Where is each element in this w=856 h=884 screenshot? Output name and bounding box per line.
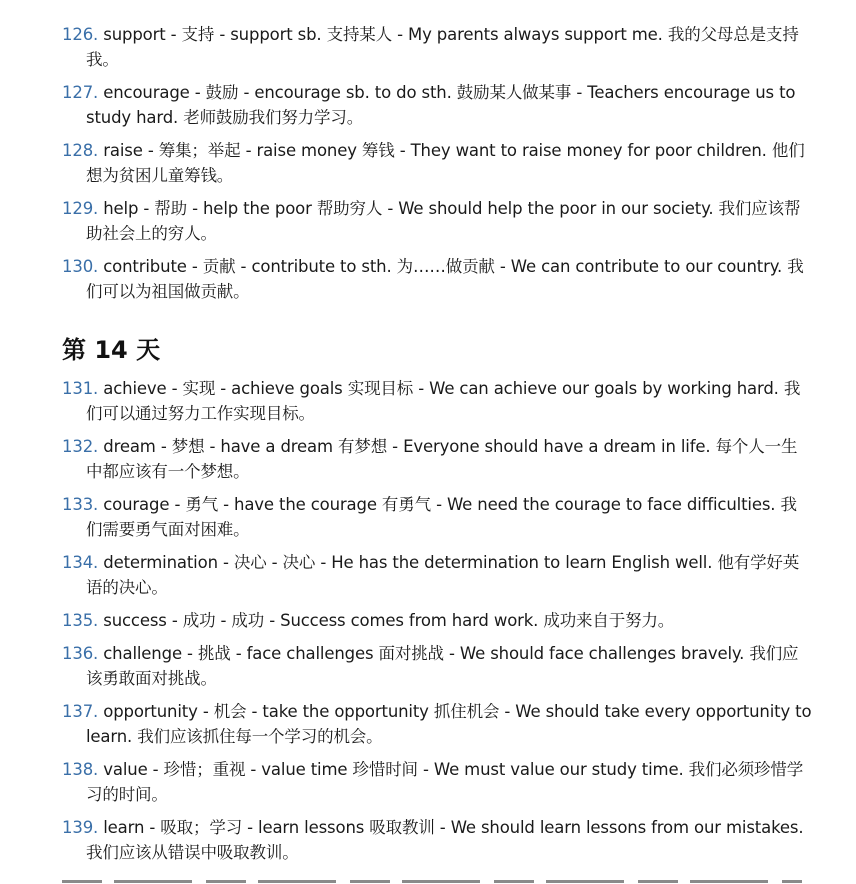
day-heading: 第 14 天 xyxy=(62,336,161,364)
entry-text: achieve - 实现 - achieve goals 实现目标 - We can achieve our goals by working hard. 我们可以通过努力工作实现目标。 xyxy=(86,379,801,423)
vocab-entry-126 xyxy=(62,22,812,72)
entry-number: 139. xyxy=(62,818,99,837)
vocab-entry-133 xyxy=(62,492,812,542)
vocab-entry-136 xyxy=(62,641,812,691)
vocab-list-day13 xyxy=(62,22,812,312)
vocab-entry-130 xyxy=(62,254,812,304)
entry-number: 134. xyxy=(62,553,99,572)
entry-number: 138. xyxy=(62,760,99,779)
entry-number: 132. xyxy=(62,437,99,456)
entry-text: determination - 决心 - 决心 - He has the determination to learn English well. 他有学好英语的决心。 xyxy=(86,553,800,597)
vocab-entry-137 xyxy=(62,699,812,749)
vocab-entry-131 xyxy=(62,376,812,426)
entry-text: learn - 吸取；学习 - learn lessons 吸取教训 - We should learn lessons from our mistakes. 我们应该从错误中吸取教训。 xyxy=(86,818,804,862)
entry-number: 128. xyxy=(62,141,99,160)
cropped-text-fragment xyxy=(62,880,802,883)
vocab-entry-132 xyxy=(62,434,812,484)
vocab-entry-129 xyxy=(62,196,812,246)
entry-text: support - 支持 - support sb. 支持某人 - My parents always support me. 我的父母总是支持我。 xyxy=(86,25,799,69)
entry-number: 136. xyxy=(62,644,99,663)
entry-number: 133. xyxy=(62,495,99,514)
entry-number: 127. xyxy=(62,83,99,102)
entry-text: value - 珍惜；重视 - value time 珍惜时间 - We must value our study time. 我们必须珍惜学习的时间。 xyxy=(86,760,804,804)
entry-number: 129. xyxy=(62,199,99,218)
cropped-next-line xyxy=(62,876,802,884)
vocab-entry-135 xyxy=(62,608,812,633)
entry-text: help - 帮助 - help the poor 帮助穷人 - We should help the poor in our society. 我们应该帮助社会上的穷人。 xyxy=(86,199,801,243)
entry-text: contribute - 贡献 - contribute to sth. 为……做贡献 - We can contribute to our country. 我们可以为祖国做贡献。 xyxy=(86,257,804,301)
vocab-entry-138 xyxy=(62,757,812,807)
vocab-list-day14 xyxy=(62,376,812,873)
entry-text: opportunity - 机会 - take the opportunity 抓住机会 - We should take every opportunity to learn. 我们应该抓住每一个学习的机会。 xyxy=(86,702,812,746)
entry-number: 135. xyxy=(62,611,99,630)
entry-text: dream - 梦想 - have a dream 有梦想 - Everyone should have a dream in life. 每个人一生中都应该有一个梦想。 xyxy=(86,437,798,481)
entry-text: raise - 筹集；举起 - raise money 筹钱 - They want to raise money for poor children. 他们想为贫困儿童筹钱。 xyxy=(86,141,805,185)
entry-number: 131. xyxy=(62,379,99,398)
entry-number: 126. xyxy=(62,25,99,44)
vocab-entry-128 xyxy=(62,138,812,188)
entry-text: challenge - 挑战 - face challenges 面对挑战 - We should face challenges bravely. 我们应该勇敢面对挑战。 xyxy=(86,644,799,688)
entry-number: 137. xyxy=(62,702,99,721)
vocab-entry-134 xyxy=(62,550,812,600)
vocab-entry-127 xyxy=(62,80,812,130)
entry-number: 130. xyxy=(62,257,99,276)
entry-text: success - 成功 - 成功 - Success comes from hard work. 成功来自于努力。 xyxy=(103,611,675,630)
vocab-entry-139 xyxy=(62,815,812,865)
entry-text: encourage - 鼓励 - encourage sb. to do sth. 鼓励某人做某事 - Teachers encourage us to study hard. 老师鼓励我们努力学习。 xyxy=(86,83,796,127)
entry-text: courage - 勇气 - have the courage 有勇气 - We need the courage to face difficulties. 我们需要勇气面对困难。 xyxy=(86,495,797,539)
